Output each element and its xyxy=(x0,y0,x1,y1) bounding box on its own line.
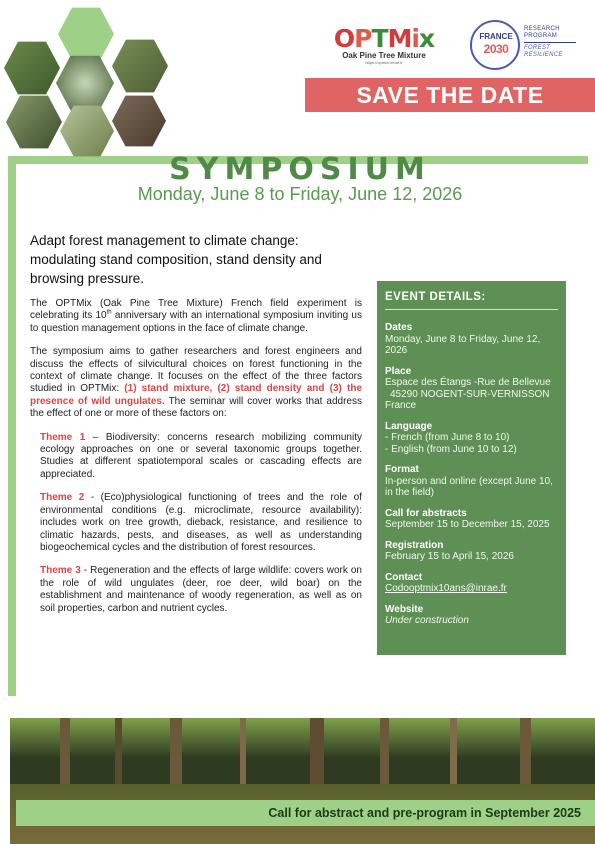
program-line-1: RESEARCH xyxy=(524,26,560,32)
call-for-abstract-text: Call for abstract and pre-program in September 2025 xyxy=(268,806,581,820)
theme-2-paragraph xyxy=(30,492,362,554)
intro-paragraph xyxy=(30,298,362,335)
frame-left-line xyxy=(8,156,16,696)
aims-text-a: The symposium aims to gather researchers and forest engineers and discuss the effects of silvicultural choices on forest functioning in the context of climate change. It focuses on the effect of the three factors studied in OPTMix: xyxy=(30,346,362,395)
intro-text-a: The OPTMix (Oak Pine Tree Mixture) French field experiment is celebrating its 10 xyxy=(30,298,362,322)
theme-3-paragraph xyxy=(30,565,362,615)
registration-value: February 15 to April 15, 2026 xyxy=(385,551,514,562)
detail-dates xyxy=(385,322,558,357)
hex-photo-forest-2 xyxy=(112,38,168,94)
optmix-wordmark xyxy=(328,26,440,52)
theme-1-paragraph xyxy=(30,432,362,482)
forest-canopy xyxy=(10,718,595,758)
hex-photo-cluster xyxy=(0,0,190,160)
format-label: Format xyxy=(385,464,419,475)
save-the-date-text: SAVE THE DATE xyxy=(356,82,544,108)
program-line-3: FOREST xyxy=(524,45,551,51)
theme-3-label: Theme 3 xyxy=(40,565,81,577)
logo-letter: T xyxy=(371,24,388,53)
logo-letter: i xyxy=(411,24,419,53)
detail-place xyxy=(385,366,558,412)
registration-label: Registration xyxy=(385,539,444,551)
factors-highlight: (1) stand mixture, (2) stand density and (3) the presence of wild ungulates. xyxy=(30,383,362,407)
france-label: FRANCE xyxy=(479,32,513,41)
research-program-label xyxy=(524,26,576,59)
hex-photo-forest-1 xyxy=(4,40,60,96)
event-headline: Adapt forest management to climate change: modulating stand composition, stand density and browsing pressure. xyxy=(30,233,322,286)
intro-text-b: anniversary with an international symposium inviting us to question management options in the face of climate change. xyxy=(30,310,362,334)
france-year: 2030 xyxy=(483,42,509,56)
place-line-1: Espace des Étangs -Rue de Bellevue xyxy=(385,377,551,388)
contact-label: Contact xyxy=(385,571,423,583)
language-line-2: - English (from June 10 to 12) xyxy=(385,443,517,455)
detail-contact xyxy=(385,572,558,595)
website-value: Under construction xyxy=(385,615,469,626)
program-line-4: RESILIENCE xyxy=(524,52,563,58)
theme-3-text: - Regeneration and the effects of large wildlife: covers work on the role of wild ungulates (deer, roe deer, wild boar) on the establishment and maintenance of woody regeneration, as well as on soil properties, carbon and nutrient cycles. xyxy=(40,565,362,614)
place-line-3: France xyxy=(385,400,417,411)
hex-photo-tree xyxy=(112,94,166,148)
place-label: Place xyxy=(385,365,412,377)
theme-1-text: – Biodiversity: concerns research mobilizing community ecology approaches on one or several taxonomic groups together. Studies at different spatiotemporal scales or cascading effects are appreciated. xyxy=(40,431,362,480)
detail-format xyxy=(385,464,558,499)
theme-2-text: - (Eco)physiological functioning of trees and the role of environmental conditions (e.g. microclimate, resource availability): includes work on tree growth, dieback, resistance, and resilience to climatic hazards, pests, and diseases, as well as understanding biogeochemical cycles and the distribution of forest resources. xyxy=(40,492,362,553)
detail-website xyxy=(385,604,558,627)
event-dates: Monday, June 8 to Friday, June 12, 2026 xyxy=(137,184,463,204)
place-line-2: 45290 NOGENT-SUR-VERNISSON xyxy=(390,388,550,400)
detail-language xyxy=(385,421,558,456)
body-text xyxy=(30,298,362,626)
language-label: Language xyxy=(385,420,433,432)
program-line-2: PROGRAM xyxy=(524,33,558,39)
dates-label: Dates xyxy=(385,322,413,333)
theme-2-label: Theme 2 xyxy=(40,492,85,504)
event-details-title: EVENT DETAILS: xyxy=(385,291,486,303)
hex-decoration-1 xyxy=(58,6,114,62)
call-for-abstract-bar xyxy=(16,800,595,826)
optmix-subtitle: Oak Pine Tree Mixture xyxy=(342,51,426,60)
program-divider xyxy=(524,42,576,43)
france-2030-logo xyxy=(470,20,590,70)
logo-letter: M xyxy=(387,24,412,53)
website-label: Website xyxy=(385,603,424,615)
logo-letter: x xyxy=(418,24,435,53)
ordinal-sup: th xyxy=(106,310,112,317)
detail-abstracts xyxy=(385,508,558,531)
event-title: SYMPOSIUM xyxy=(169,152,431,187)
event-details-divider xyxy=(385,309,558,310)
optmix-logo xyxy=(328,26,440,65)
format-value: In-person and online (except June 10, in the field) xyxy=(385,475,553,498)
hex-photo-canopy xyxy=(56,54,114,112)
event-details-box xyxy=(377,281,566,655)
save-the-date-banner xyxy=(305,78,595,112)
aims-paragraph xyxy=(30,346,362,420)
aims-text-b: The seminar will cover works that address the effect of one or more of these factors on: xyxy=(30,395,362,420)
hex-photo-forest-4 xyxy=(60,104,114,158)
logo-letter: O xyxy=(333,24,355,53)
theme-1-label: Theme 1 xyxy=(40,431,86,443)
detail-registration xyxy=(385,540,558,563)
optmix-url: https://optmix.inrae.fr xyxy=(365,60,403,65)
dates-value: Monday, June 8 to Friday, June 12, 2026 xyxy=(385,333,541,356)
abstracts-label: Call for abstracts xyxy=(385,507,467,519)
language-line-1: - French (from June 8 to 10) xyxy=(385,432,510,443)
logo-letter: P xyxy=(354,24,372,53)
abstracts-value: September 15 to December 15, 2025 xyxy=(385,519,550,530)
hex-photo-forest-3 xyxy=(6,94,62,150)
contact-email-link[interactable]: Codooptmix10ans@inrae.fr xyxy=(385,583,507,594)
